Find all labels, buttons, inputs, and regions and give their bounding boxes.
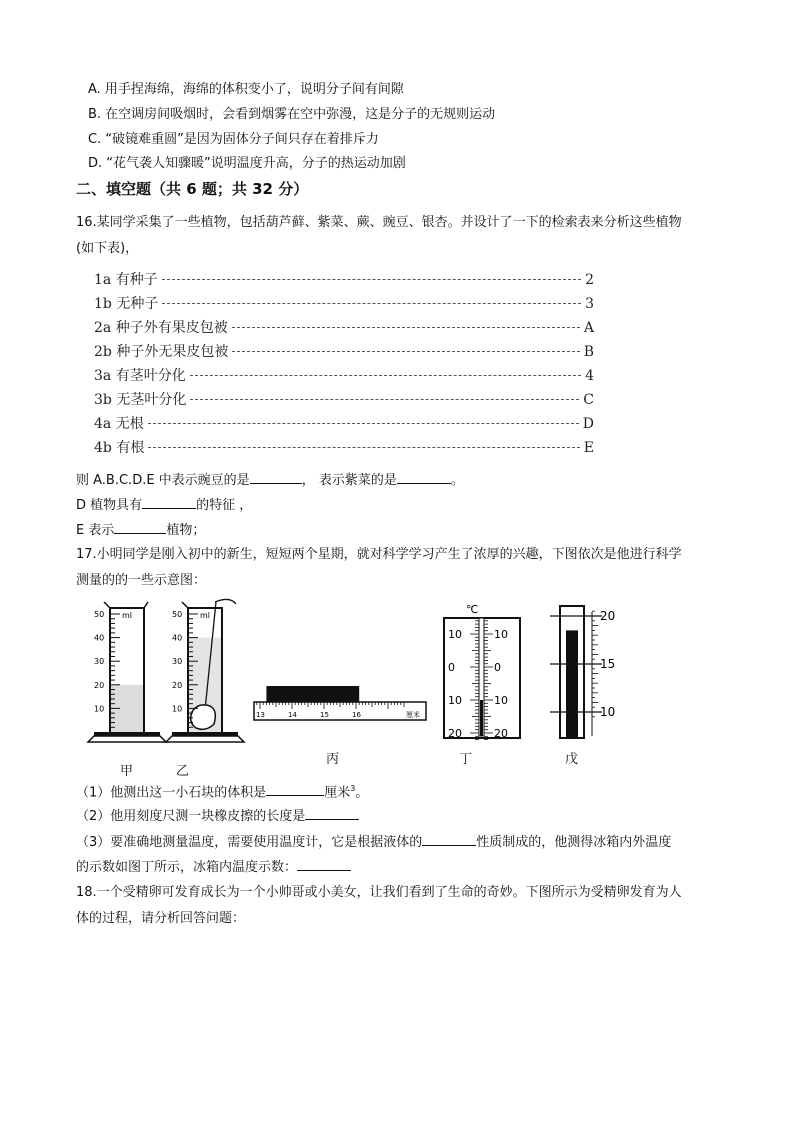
q17-sub3-text3: 的示数如图丁所示，冰箱内温度示数： xyxy=(76,860,298,875)
figure-label-bing: 丙 xyxy=(326,752,340,767)
cylinder-unit: ml xyxy=(200,611,211,620)
thermometer-tick-label: 0 xyxy=(494,661,501,674)
clinical-tick-label: 10 xyxy=(600,705,616,719)
thermometer-tick-label: 10 xyxy=(494,628,508,641)
key-label: 2b 种子外无果皮包被 xyxy=(94,344,229,360)
key-result: 4 xyxy=(585,368,594,384)
answer-blank[interactable] xyxy=(266,782,324,796)
key-dots xyxy=(232,351,579,352)
option-a: A. 用手捏海绵，海绵的体积变小了，说明分子间有间隙 xyxy=(88,82,404,97)
key-row xyxy=(94,367,594,385)
key-row xyxy=(94,391,594,409)
q16-ask2-text2: 的特征 ， xyxy=(196,498,253,513)
q17-stem-line2: 测量的的一些示意图： xyxy=(76,573,207,588)
q17-sub2-text: （2）他用刻度尺测一块橡皮擦的长度是 xyxy=(76,809,306,824)
section-heading: 二、填空题（共 6 题；共 32 分） xyxy=(76,180,309,198)
figure-label-yi: 乙 xyxy=(176,764,190,779)
thermometer-tick-label: 10 xyxy=(448,694,462,707)
clinical-tick-label: 20 xyxy=(600,609,616,623)
key-label: 4a 无根 xyxy=(94,416,144,432)
graduated-cylinder-b xyxy=(166,599,244,742)
clinical-thermometer xyxy=(560,606,592,738)
key-dots xyxy=(190,375,581,376)
thermometer-tick-label: 10 xyxy=(494,694,508,707)
figure-label-ding: 丁 xyxy=(459,752,473,767)
q18-stem-line1: 18.一个受精卵可发育成长为一个小帅哥或小美女，让我们看到了生命的奇妙。下图所示为受精卵发育为人 xyxy=(76,885,682,900)
key-row xyxy=(94,319,594,337)
key-row xyxy=(94,271,594,289)
answer-blank[interactable] xyxy=(297,857,351,871)
key-result: D xyxy=(582,416,594,432)
q16-ask3-text2: 植物； xyxy=(166,523,206,538)
q17-sub1-exponent: 3 xyxy=(350,784,356,793)
key-result: B xyxy=(583,344,594,360)
cylinder-tick-label: 50 xyxy=(94,610,105,619)
cylinder-tick-label: 30 xyxy=(172,657,183,667)
key-label: 3a 有茎叶分化 xyxy=(94,368,186,384)
q17-sub3-text2: 性质制成的，他测得冰箱内外温度 xyxy=(476,835,672,850)
option-b: B. 在空调房间吸烟时，会看到烟雾在空中弥漫，这是分子的无规则运动 xyxy=(88,107,496,122)
figure-label-jia: 甲 xyxy=(120,764,134,779)
key-dots xyxy=(190,399,579,400)
q16-stem-line1: 16.某同学采集了一些植物，包括葫芦藓、紫菜、蕨、豌豆、银杏。并设计了一下的检索表来分析这些植物 xyxy=(76,215,682,230)
q17-sub1-unit: 厘米 xyxy=(324,785,351,801)
key-label: 2a 种子外有果皮包被 xyxy=(94,320,228,336)
q16-ask2 xyxy=(76,495,252,515)
clinical-tick-label: 15 xyxy=(600,657,616,671)
ruler-tick-label: 16 xyxy=(352,711,361,719)
thermometer-tick-label: 20 xyxy=(494,727,508,740)
answer-blank[interactable] xyxy=(114,520,166,534)
cylinder-tick-label: 30 xyxy=(94,657,105,667)
key-dots xyxy=(162,303,581,304)
cylinder-tick-label: 40 xyxy=(172,633,183,643)
q17-sub2 xyxy=(76,806,359,826)
q17-sub1-end: 。 xyxy=(355,785,369,801)
q17-sub3-line1 xyxy=(76,832,671,852)
q17-sub3-text: （3）要准确地测量温度，需要使用温度计，它是根据液体的 xyxy=(76,835,423,850)
key-result: A xyxy=(583,320,594,336)
q18-stem-line2: 体的过程，请分析回答问题： xyxy=(76,911,246,926)
answer-blank[interactable] xyxy=(422,832,476,846)
q16-stem-line2: (如下表)， xyxy=(76,241,139,256)
key-label: 1b 无种子 xyxy=(94,296,159,312)
key-dots xyxy=(162,279,581,280)
q16-ask1-text: 则 A.B.C.D.E 中表示豌豆的是 xyxy=(76,473,250,488)
thermometer-tick-label: 20 xyxy=(448,727,462,740)
fridge-thermometers xyxy=(444,603,520,738)
key-label: 3b 无茎叶分化 xyxy=(94,392,187,408)
q17-sub1-text: （1）他测出这一小石块的体积是 xyxy=(76,785,267,801)
cylinder-tick-label: 40 xyxy=(94,633,105,643)
answer-blank[interactable] xyxy=(142,495,196,509)
figure-label-wu: 戊 xyxy=(565,752,579,767)
measurement-figure xyxy=(80,596,640,746)
ruler xyxy=(254,686,426,720)
q17-sub1 xyxy=(76,780,368,802)
answer-blank[interactable] xyxy=(397,470,451,484)
ruler-tick-label: 14 xyxy=(288,711,297,719)
q16-ask1 xyxy=(76,470,464,490)
cylinder-tick-label: 50 xyxy=(172,610,183,619)
q17-sub3-line2 xyxy=(76,857,351,877)
key-dots xyxy=(148,423,579,424)
ruler-unit: 厘米 xyxy=(406,711,420,719)
q16-ask1-end: 。 xyxy=(450,473,464,488)
key-dots xyxy=(148,447,579,448)
cylinder-unit: ml xyxy=(122,611,133,620)
q16-ask1-text2: ， 表示紫菜的是 xyxy=(301,473,397,488)
cylinder-tick-label: 10 xyxy=(94,704,105,714)
key-row xyxy=(94,439,594,457)
answer-blank[interactable] xyxy=(305,806,359,820)
key-result: 3 xyxy=(585,296,594,312)
ruler-tick-label: 13 xyxy=(256,711,265,719)
cylinder-tick-label: 10 xyxy=(172,704,183,714)
answer-blank[interactable] xyxy=(250,470,302,484)
thermometer-unit: ℃ xyxy=(466,603,479,616)
cylinder-tick-label: 20 xyxy=(172,680,183,690)
option-c: C. “破镜难重圆”是因为固体分子间只存在着排斥力 xyxy=(88,132,379,147)
thermometer-tick-label: 0 xyxy=(448,661,455,674)
clinical-liquid xyxy=(566,630,578,738)
q17-stem-line1: 17.小明同学是刚入初中的新生，短短两个星期，就对科学学习产生了浓厚的兴趣，下图依次是他进行科学 xyxy=(76,547,682,562)
ruler-tick-label: 15 xyxy=(320,711,329,719)
q16-ask2-text: D 植物具有 xyxy=(76,498,143,513)
graduated-cylinder-a xyxy=(88,602,166,742)
key-row xyxy=(94,415,594,433)
thermometer-tick-label: 10 xyxy=(448,628,462,641)
key-label: 4b 有根 xyxy=(94,440,145,456)
q16-ask3 xyxy=(76,520,205,540)
key-row xyxy=(94,343,594,361)
key-result: C xyxy=(583,392,594,408)
key-result: E xyxy=(583,440,594,456)
cylinder-tick-label: 20 xyxy=(94,680,105,690)
key-row xyxy=(94,295,594,313)
q16-ask3-text: E 表示 xyxy=(76,523,115,538)
thermometer-liquid xyxy=(480,700,483,736)
eraser xyxy=(266,686,359,702)
key-label: 1a 有种子 xyxy=(94,272,158,288)
option-d: D. “花气袭人知骤暖”说明温度升高，分子的热运动加剧 xyxy=(88,156,406,171)
key-result: 2 xyxy=(585,272,594,288)
key-dots xyxy=(232,327,580,328)
